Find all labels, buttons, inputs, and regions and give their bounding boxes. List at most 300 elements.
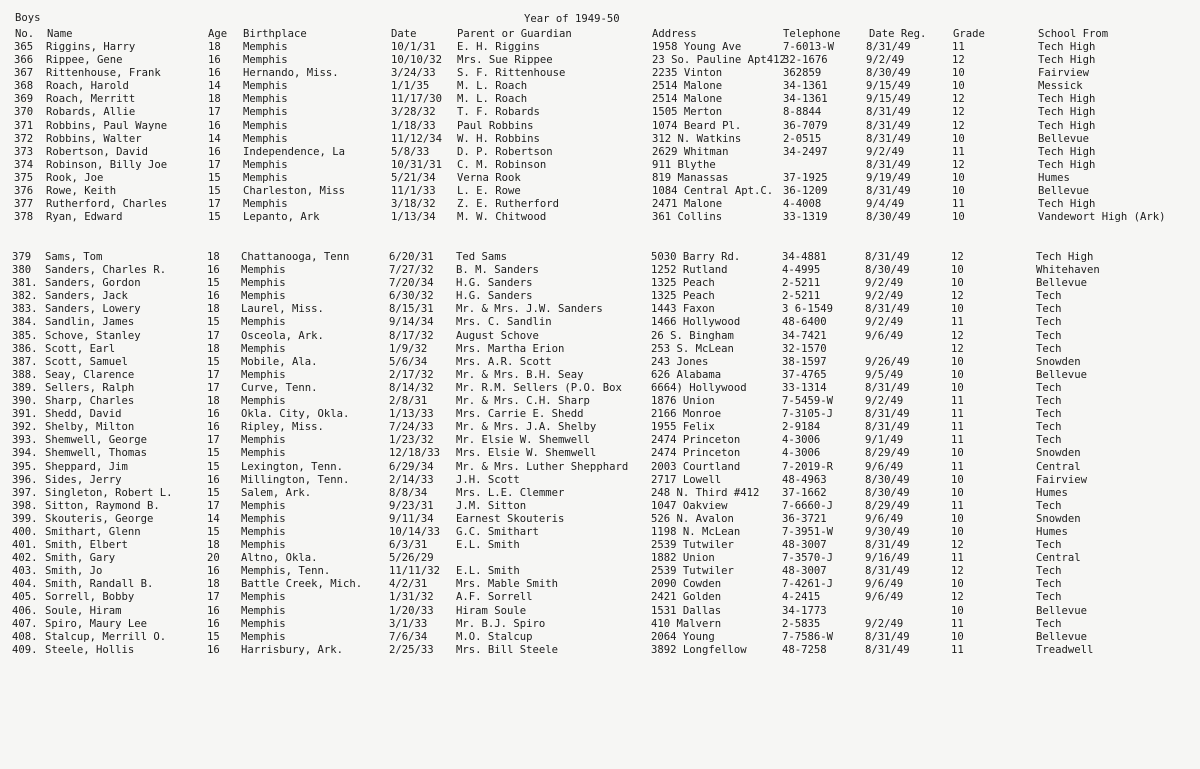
- school-from: Tech: [1036, 408, 1062, 421]
- student-grade: 11: [952, 41, 965, 53]
- student-grade: 10: [951, 525, 964, 538]
- student-age: 17: [208, 106, 221, 119]
- student-age: 17: [207, 499, 220, 512]
- student-address: 2514 Malone: [652, 93, 723, 106]
- school-from: Vandewort High (Ark): [1038, 211, 1166, 224]
- student-number: 408.: [12, 630, 38, 643]
- student-address: 2090 Cowden: [651, 578, 722, 591]
- date-registered: 8/31/49: [865, 251, 910, 263]
- student-age: 17: [207, 434, 220, 447]
- school-from: Tech: [1036, 591, 1062, 604]
- parent-guardian: J.M. Sitton: [456, 499, 527, 512]
- student-address: 3892 Longfellow: [651, 643, 747, 656]
- student-grade: 12: [952, 119, 965, 132]
- birth-date: 11/1/33: [391, 185, 436, 198]
- student-telephone: 36-1209: [783, 185, 828, 198]
- student-name: Sitton, Raymond B.: [45, 499, 160, 512]
- student-address: 1505 Merton: [652, 106, 723, 119]
- student-age: 18: [207, 539, 220, 552]
- date-registered: 8/31/49: [866, 132, 911, 145]
- student-birthplace: Memphis: [243, 132, 288, 145]
- birth-date: 2/8/31: [389, 395, 428, 408]
- parent-guardian: W. H. Robbins: [457, 132, 540, 145]
- birth-date: 2/25/33: [389, 643, 434, 656]
- header-date: Date: [391, 28, 417, 40]
- student-number: 391.: [12, 408, 38, 421]
- parent-guardian: Mr. & Mrs. J.A. Shelby: [456, 421, 597, 434]
- birth-date: 1/13/34: [391, 211, 436, 224]
- student-grade: 12: [951, 539, 964, 552]
- student-name: Singleton, Robert L.: [45, 486, 173, 499]
- student-birthplace: Okla. City, Okla.: [241, 408, 350, 421]
- student-age: 17: [207, 591, 220, 604]
- page-title: Year of 1949-50: [524, 13, 620, 25]
- student-number: 375: [14, 171, 34, 184]
- school-from: Tech High: [1038, 54, 1096, 67]
- student-age: 15: [208, 171, 221, 184]
- student-number: 382.: [12, 290, 38, 303]
- school-from: Bellevue: [1038, 132, 1090, 145]
- student-name: Sanders, Jack: [45, 290, 128, 303]
- student-number: 379: [12, 251, 32, 263]
- student-grade: 11: [951, 552, 964, 565]
- student-grade: 10: [951, 473, 964, 486]
- student-grade: 11: [951, 395, 964, 408]
- parent-guardian: Mr. & Mrs. B.H. Seay: [456, 368, 584, 381]
- table-row: [0, 106, 1200, 119]
- student-name: Robbins, Paul Wayne: [46, 119, 168, 132]
- birth-date: 1/13/33: [389, 408, 434, 421]
- birth-date: 6/29/34: [389, 460, 434, 473]
- student-address: 2003 Courtland: [651, 460, 741, 473]
- student-address: 312 N. Watkins: [652, 132, 742, 145]
- header-school-from: School From: [1038, 28, 1109, 40]
- student-birthplace: Lexington, Tenn.: [241, 460, 344, 473]
- student-address: 410 Malvern: [651, 617, 722, 630]
- student-age: 17: [208, 198, 221, 211]
- header-name: Name: [47, 28, 73, 40]
- school-from: Snowden: [1036, 355, 1081, 368]
- birth-date: 3/24/33: [391, 67, 436, 80]
- student-birthplace: Millington, Tenn.: [241, 473, 350, 486]
- student-address: 911 Blythe: [652, 158, 716, 171]
- birth-date: 1/9/32: [389, 342, 428, 355]
- table-row: [0, 631, 1200, 644]
- school-from: Tech: [1036, 395, 1062, 408]
- student-telephone: 3 6-1549: [782, 303, 834, 316]
- birth-date: 11/11/32: [389, 565, 441, 578]
- student-birthplace: Memphis: [241, 525, 286, 538]
- school-from: Tech: [1036, 617, 1062, 630]
- student-address: 1198 N. McLean: [651, 525, 741, 538]
- date-registered: 8/31/49: [866, 185, 911, 198]
- student-age: 14: [208, 80, 221, 93]
- parent-guardian: J.H. Scott: [456, 473, 520, 486]
- birth-date: 9/23/31: [389, 499, 434, 512]
- student-address: 1531 Dallas: [651, 604, 722, 617]
- student-grade: 11: [951, 499, 964, 512]
- student-number: 403.: [12, 565, 38, 578]
- student-name: Sheppard, Jim: [45, 460, 128, 473]
- student-telephone: 34-2497: [783, 145, 828, 158]
- student-address: 1047 Oakview: [651, 499, 728, 512]
- parent-guardian: T. F. Robards: [457, 106, 540, 119]
- student-age: 17: [207, 381, 220, 394]
- student-birthplace: Independence, La: [243, 145, 346, 158]
- student-number: 368: [14, 80, 34, 93]
- school-from: Humes: [1036, 486, 1068, 499]
- table-row: [0, 159, 1200, 172]
- student-birthplace: Memphis: [241, 539, 286, 552]
- student-number: 404.: [12, 578, 38, 591]
- student-grade: 10: [952, 211, 965, 224]
- birth-date: 2/17/32: [389, 368, 434, 381]
- date-registered: 9/2/49: [866, 145, 905, 158]
- student-telephone: 4-4008: [783, 198, 822, 211]
- birth-date: 7/24/33: [389, 421, 434, 434]
- table-row: [0, 474, 1200, 487]
- student-birthplace: Memphis: [241, 368, 286, 381]
- parent-guardian: Mr. & Mrs. J.W. Sanders: [456, 303, 603, 316]
- date-registered: 9/4/49: [866, 198, 905, 211]
- student-birthplace: Salem, Ark.: [241, 486, 312, 499]
- student-address: 1074 Beard Pl.: [652, 119, 742, 132]
- school-from: Tech: [1036, 290, 1062, 303]
- student-name: Rittenhouse, Frank: [46, 67, 161, 80]
- birth-date: 7/6/34: [389, 630, 428, 643]
- student-grade: 11: [952, 198, 965, 211]
- student-birthplace: Memphis: [243, 93, 288, 106]
- student-telephone: 4-3006: [782, 447, 821, 460]
- student-grade: 11: [951, 316, 964, 329]
- student-address: 1084 Central Apt.C.: [652, 185, 774, 198]
- student-number: 384.: [12, 316, 38, 329]
- birth-date: 5/8/33: [391, 145, 430, 158]
- student-name: Sharp, Charles: [45, 395, 135, 408]
- school-from: Fairview: [1038, 67, 1090, 80]
- date-registered: 8/30/49: [865, 264, 910, 277]
- student-grade: 10: [951, 604, 964, 617]
- date-registered: 8/29/49: [865, 499, 910, 512]
- student-number: 399.: [12, 512, 38, 525]
- student-telephone: 38-1597: [782, 355, 827, 368]
- student-grade: 12: [952, 93, 965, 106]
- student-age: 16: [207, 643, 220, 656]
- student-name: Robertson, David: [46, 145, 149, 158]
- student-name: Sides, Jerry: [45, 473, 122, 486]
- student-address: 26 S. Bingham: [651, 329, 734, 342]
- student-telephone: 36-7079: [783, 119, 828, 132]
- student-grade: 10: [952, 132, 965, 145]
- parent-guardian: Mr. & Mrs. C.H. Sharp: [456, 395, 590, 408]
- student-address: 2539 Tutwiler: [651, 565, 734, 578]
- section-label: Boys: [15, 12, 41, 24]
- student-number: 400.: [12, 525, 38, 538]
- student-address: 819 Manassas: [652, 171, 729, 184]
- date-registered: 8/31/49: [865, 565, 910, 578]
- student-name: Roach, Merritt: [46, 93, 136, 106]
- student-name: Scott, Samuel: [45, 355, 128, 368]
- parent-guardian: Earnest Skouteris: [456, 512, 565, 525]
- student-name: Sams, Tom: [45, 251, 103, 263]
- student-number: 409.: [12, 643, 38, 656]
- student-telephone: 4-4995: [782, 264, 821, 277]
- date-registered: 9/2/49: [865, 316, 904, 329]
- date-registered: 9/30/49: [865, 525, 910, 538]
- parent-guardian: Mrs. C. Sandlin: [456, 316, 552, 329]
- parent-guardian: M. L. Roach: [457, 80, 528, 93]
- school-from: Tech: [1036, 565, 1062, 578]
- school-from: Snowden: [1036, 447, 1081, 460]
- school-from: Tech High: [1038, 145, 1096, 158]
- student-telephone: 7-3105-J: [782, 408, 834, 421]
- birth-date: 10/10/32: [391, 54, 443, 67]
- birth-date: 2/14/33: [389, 473, 434, 486]
- school-from: Bellevue: [1036, 368, 1088, 381]
- student-name: Robbins, Walter: [46, 132, 142, 145]
- student-age: 16: [208, 67, 221, 80]
- student-address: 361 Collins: [652, 211, 723, 224]
- student-name: Rook, Joe: [46, 171, 104, 184]
- date-registered: 8/30/49: [866, 67, 911, 80]
- student-telephone: 37-4765: [782, 368, 827, 381]
- date-registered: 8/31/49: [865, 408, 910, 421]
- student-number: 380: [12, 264, 32, 277]
- header-address: Address: [652, 28, 697, 40]
- student-address: 248 N. Third #412: [651, 486, 760, 499]
- school-from: Tech: [1036, 578, 1062, 591]
- school-from: Bellevue: [1036, 604, 1088, 617]
- table-row: [0, 211, 1200, 224]
- student-grade: 12: [952, 158, 965, 171]
- student-telephone: 48-4963: [782, 473, 827, 486]
- student-grade: 11: [951, 408, 964, 421]
- student-name: Soule, Hiram: [45, 604, 122, 617]
- student-age: 14: [208, 132, 221, 145]
- student-age: 15: [208, 185, 221, 198]
- student-address: 1443 Faxon: [651, 303, 715, 316]
- student-grade: 12: [951, 565, 964, 578]
- student-grade: 10: [951, 578, 964, 591]
- parent-guardian: Mr. Elsie W. Shemwell: [456, 434, 590, 447]
- date-registered: 9/6/49: [865, 329, 904, 342]
- table-row: [0, 447, 1200, 460]
- student-name: Rowe, Keith: [46, 185, 117, 198]
- student-name: Sorrell, Bobby: [45, 591, 135, 604]
- student-telephone: 34-1361: [783, 93, 828, 106]
- student-grade: 11: [952, 145, 965, 158]
- table-row: [0, 644, 1200, 657]
- student-age: 16: [207, 421, 220, 434]
- student-age: 15: [207, 630, 220, 643]
- student-grade: 12: [952, 54, 965, 67]
- date-registered: 9/2/49: [865, 395, 904, 408]
- table-row: [0, 421, 1200, 434]
- student-number: 369: [14, 93, 34, 106]
- student-address: 1466 Hollywood: [651, 316, 741, 329]
- student-telephone: 2-5835: [782, 617, 821, 630]
- student-age: 16: [207, 473, 220, 486]
- student-name: Rutherford, Charles: [46, 198, 168, 211]
- parent-guardian: E. H. Riggins: [457, 41, 540, 53]
- student-birthplace: Laurel, Miss.: [241, 303, 324, 316]
- date-registered: 9/6/49: [865, 512, 904, 525]
- header-date-reg: Date Reg.: [869, 28, 927, 40]
- student-birthplace: Memphis: [243, 171, 288, 184]
- student-birthplace: Memphis: [241, 434, 286, 447]
- table-row: [0, 277, 1200, 290]
- parent-guardian: Mrs. A.R. Scott: [456, 355, 552, 368]
- student-telephone: 37-1925: [783, 171, 828, 184]
- date-registered: 8/30/49: [866, 211, 911, 224]
- birth-date: 4/2/31: [389, 578, 428, 591]
- student-birthplace: Memphis: [241, 591, 286, 604]
- school-from: Messick: [1038, 80, 1083, 93]
- student-list-r: [0, 41, 1200, 224]
- table-row: [0, 290, 1200, 303]
- student-number: 394.: [12, 447, 38, 460]
- table-row: [0, 120, 1200, 133]
- student-address: 626 Alabama: [651, 368, 722, 381]
- student-telephone: 2-0515: [783, 132, 822, 145]
- student-name: Sanders, Charles R.: [45, 264, 167, 277]
- header-birthplace: Birthplace: [243, 28, 307, 40]
- student-name: Scott, Earl: [45, 342, 116, 355]
- student-telephone: 4-2415: [782, 591, 821, 604]
- table-row: [0, 578, 1200, 591]
- date-registered: 8/31/49: [866, 119, 911, 132]
- student-telephone: 7-5459-W: [782, 395, 834, 408]
- parent-guardian: Mrs. Elsie W. Shemwell: [456, 447, 597, 460]
- date-registered: 9/6/49: [865, 578, 904, 591]
- student-birthplace: Memphis: [241, 512, 286, 525]
- table-row: [0, 539, 1200, 552]
- student-name: Robards, Allie: [46, 106, 136, 119]
- date-registered: 9/5/49: [865, 368, 904, 381]
- student-grade: 10: [951, 355, 964, 368]
- birth-date: 6/3/31: [389, 539, 428, 552]
- school-from: Tech: [1036, 303, 1062, 316]
- student-age: 18: [207, 303, 220, 316]
- student-grade: 10: [951, 381, 964, 394]
- student-birthplace: Altno, Okla.: [241, 552, 318, 565]
- parent-guardian: S. F. Rittenhouse: [457, 67, 566, 80]
- student-age: 16: [207, 617, 220, 630]
- student-age: 16: [208, 54, 221, 67]
- student-list-s: [0, 251, 1200, 657]
- parent-guardian: Mrs. Martha Erion: [456, 342, 565, 355]
- birth-date: 8/8/34: [389, 486, 428, 499]
- student-number: 366: [14, 54, 34, 67]
- birth-date: 6/30/32: [389, 290, 434, 303]
- date-registered: 8/31/49: [865, 643, 910, 656]
- school-from: Tech: [1036, 421, 1062, 434]
- student-number: 397.: [12, 486, 38, 499]
- student-name: Sanders, Lowery: [45, 303, 141, 316]
- date-registered: 9/19/49: [866, 171, 911, 184]
- school-from: Bellevue: [1036, 277, 1088, 290]
- student-number: 406.: [12, 604, 38, 617]
- student-age: 18: [208, 41, 221, 53]
- student-grade: 10: [951, 512, 964, 525]
- table-row: [0, 251, 1200, 264]
- student-name: Shelby, Milton: [45, 421, 135, 434]
- student-address: 2474 Princeton: [651, 434, 741, 447]
- parent-guardian: Mr. B.J. Spiro: [456, 617, 546, 630]
- date-registered: 9/6/49: [865, 460, 904, 473]
- school-from: Bellevue: [1036, 630, 1088, 643]
- table-row: [0, 408, 1200, 421]
- student-address: 2629 Whitman: [652, 145, 729, 158]
- student-number: 376: [14, 185, 34, 198]
- school-from: Central: [1036, 552, 1081, 565]
- student-number: 390.: [12, 395, 38, 408]
- parent-guardian: A.F. Sorrell: [456, 591, 533, 604]
- student-telephone: 2-9184: [782, 421, 821, 434]
- student-number: 385.: [12, 329, 38, 342]
- birth-date: 1/1/35: [391, 80, 430, 93]
- student-age: 16: [207, 408, 220, 421]
- student-birthplace: Chattanooga, Tenn: [241, 251, 350, 263]
- student-telephone: 32-1570: [782, 342, 827, 355]
- student-birthplace: Curve, Tenn.: [241, 381, 318, 394]
- student-name: Shemwell, Thomas: [45, 447, 148, 460]
- student-address: 5030 Barry Rd.: [651, 251, 741, 263]
- date-registered: 8/30/49: [865, 486, 910, 499]
- parent-guardian: Mr. R.M. Sellers (P.O. Box: [456, 381, 622, 394]
- student-grade: 10: [951, 486, 964, 499]
- birth-date: 10/31/31: [391, 158, 443, 171]
- student-name: Smith, Elbert: [45, 539, 128, 552]
- date-registered: 9/2/49: [865, 617, 904, 630]
- birth-date: 11/17/30: [391, 93, 443, 106]
- header-no: No.: [15, 28, 35, 40]
- student-number: 392.: [12, 421, 38, 434]
- student-grade: 11: [951, 460, 964, 473]
- parent-guardian: August Schove: [456, 329, 539, 342]
- date-registered: 8/31/49: [866, 41, 911, 53]
- birth-date: 12/18/33: [389, 447, 441, 460]
- date-registered: 9/2/49: [865, 290, 904, 303]
- student-birthplace: Memphis: [243, 106, 288, 119]
- student-age: 17: [208, 158, 221, 171]
- parent-guardian: C. M. Robinson: [457, 158, 547, 171]
- student-number: 387.: [12, 355, 38, 368]
- student-address: 2421 Golden: [651, 591, 722, 604]
- student-name: Skouteris, George: [45, 512, 154, 525]
- student-address: 2717 Lowell: [651, 473, 722, 486]
- student-telephone: 362859: [783, 67, 822, 80]
- student-birthplace: Harrisbury, Ark.: [241, 643, 344, 656]
- student-birthplace: Memphis: [241, 630, 286, 643]
- parent-guardian: Mrs. Mable Smith: [456, 578, 559, 591]
- student-number: 402.: [12, 552, 38, 565]
- date-registered: 8/31/49: [865, 539, 910, 552]
- date-registered: 8/30/49: [865, 473, 910, 486]
- table-row: [0, 605, 1200, 618]
- student-age: 16: [207, 290, 220, 303]
- student-birthplace: Memphis: [243, 119, 288, 132]
- student-telephone: 2-5211: [782, 277, 821, 290]
- student-age: 18: [207, 578, 220, 591]
- birth-date: 7/20/34: [389, 277, 434, 290]
- student-number: 401.: [12, 539, 38, 552]
- birth-date: 1/31/32: [389, 591, 434, 604]
- student-telephone: 34-4881: [782, 251, 827, 263]
- student-age: 14: [207, 512, 220, 525]
- student-telephone: 33-1314: [782, 381, 827, 394]
- parent-guardian: M. W. Chitwood: [457, 211, 547, 224]
